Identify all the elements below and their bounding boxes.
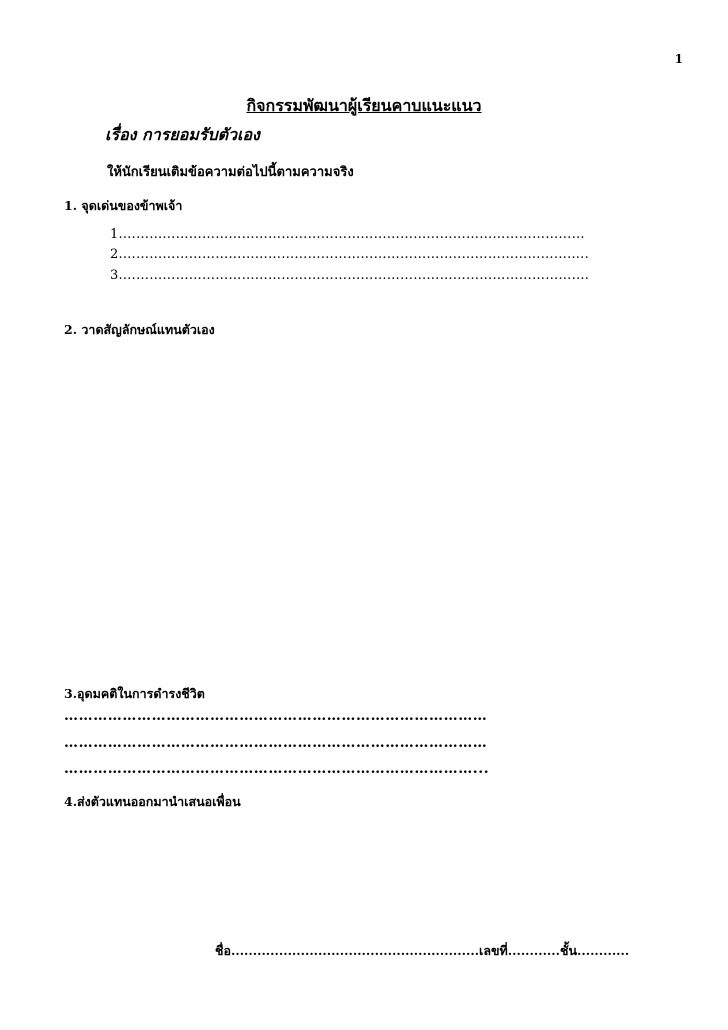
section3-line-2[interactable]: …………………………………………………………………………… xyxy=(64,735,488,751)
subject-heading: เรื่อง การยอมรับตัวเอง xyxy=(105,125,260,144)
section3-line-3[interactable]: …………………………………………………………………………... xyxy=(64,761,490,777)
section3-heading: 3.อุดมคติในการดำรงชีวิต xyxy=(64,686,205,701)
section4-heading: 4.ส่งตัวแทนออกมานำเสนอเพื่อน xyxy=(64,794,241,809)
page-title: กิจกรรมพัฒนาผู้เรียนคาบแนะแนว xyxy=(246,96,482,115)
page-number: 1 xyxy=(674,52,683,66)
name-number-class-line[interactable]: ชื่อ.........................................................เลขที่............ชั้น............ xyxy=(215,943,630,958)
section1-line-2[interactable]: 2.…………………………………………………………………..…………………….…. xyxy=(110,247,589,262)
section1-heading: 1. จุดเด่นของข้าพเจ้า xyxy=(64,198,183,213)
section1-line-1[interactable]: 1.…………………………………………………………………………………………… xyxy=(110,227,585,242)
section3-line-1[interactable]: …………………………………………………………………………… xyxy=(64,708,488,724)
drawing-area[interactable] xyxy=(64,345,664,670)
instruction-text: ให้นักเรียนเติมข้อความต่อไปนี้ตามความจริง xyxy=(107,165,354,180)
section2-heading: 2. วาดสัญลักษณ์แทนตัวเอง xyxy=(64,322,215,337)
section1-line-3[interactable]: 3.……………………………………………………………………………………………. xyxy=(110,268,590,283)
